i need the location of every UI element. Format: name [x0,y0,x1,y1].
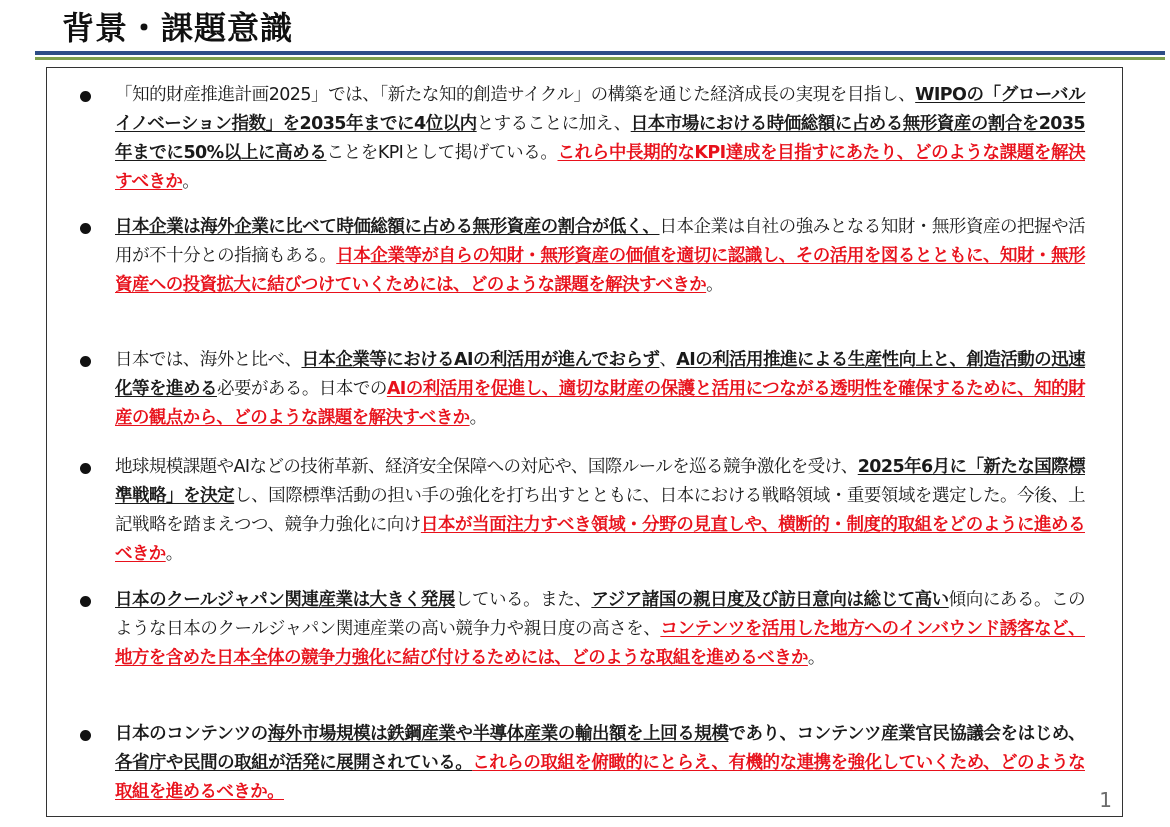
question-text: 日本企業等が自らの知財・無形資産の価値を適切に認識し、その活用を図るとともに、知財・無形資産への投資拡大に結びつけていくためには、どのような課題を解決すべきか [115,246,1085,295]
question-text: 日本が当面注力すべき領域・分野の見直しや、横断的・制度的取組をどのように進めるべきか [115,515,1085,564]
body-text: とすることに加え、 [476,114,631,134]
body-text: 日本企業は自社の強みとなる知財・無形資産の把握や活用が不十分との指摘もある。 [115,217,1086,266]
bullet-text [115,81,1085,197]
body-text: 地球規模課題やAIなどの技術革新、経済安全保障への対応や、国際ルールを巡る競争激化を受け、 [115,457,858,477]
bullet-text [115,453,1085,569]
bullet-text [115,720,1085,807]
bullet-text [115,346,1085,433]
question-text: これらの取組を俯瞰的にとらえ、有機的な連携を強化していくため、どのような取組を進めるべきか。 [115,753,1085,802]
bullet-dot-icon [80,91,91,102]
content-box [46,67,1123,817]
bullet-text [115,586,1085,673]
body-text: 。 [165,544,183,564]
bullet-dot-icon [80,463,91,474]
body-text: している。また、 [454,590,592,610]
question-text: AIの利活用を促進し、適切な財産の保護と活用につながる透明性を確保するために、知的財産の観点から、どのような課題を解決すべきか [115,379,1085,428]
bullet-dot-icon [80,596,91,607]
body-text: 。 [706,275,724,295]
question-text: コンテンツを活用した地方へのインバウンド誘客など、地方を含めた日本全体の競争力強化に結び付けるためには、どのような取組を進めるべきか [115,619,1085,668]
question-text: これら中長期的なKPI達成を目指すにあたり、どのような課題を解決すべきか [115,143,1085,192]
page-title: 背景・課題意識 [62,9,294,47]
body-text: 。 [807,648,825,668]
bullet-dot-icon [80,356,91,367]
emphasis-text: 海外市場規模は鉄鋼産業や半導体産業の輸出額を上回る規模 [267,724,729,744]
body-text: 必要がある。日本での [216,379,387,399]
emphasis-text: 日本企業は海外企業に比べて時価総額に占める無形資産の割合が低く、 [115,217,660,237]
title-rule-navy [35,51,1165,55]
title-rule-green [35,57,1165,60]
emphasis-text: 各省庁や民間の取組が活発に展開されている。 [115,753,473,773]
emphasis-text: 日本のクールジャパン関連産業は大きく発展 [115,590,455,610]
emphasis-text: WIPOの「グローバルイノベーション指数」を2035年までに4位以内 [115,85,1085,134]
emphasis-text: 2025年6月に「新たな国際標準戦略」を決定 [115,457,1085,506]
bullet-text [115,213,1085,300]
emphasis-text: 日本のコンテンツの [115,724,268,744]
emphasis-text: であり、コンテンツ産業官民協議会をはじめ、 [728,724,1085,744]
body-text: し、国際標準活動の担い手の強化を打ち出すとともに、日本における戦略領域・重要領域を選定した。今後、上記戦略を踏まえつつ、競争力強化に向け [115,486,1085,535]
emphasis-text: 日本市場における時価総額に占める無形資産の割合を2035年までに50%以上に高める [115,114,1086,163]
body-text: 傾向にある。このような日本のクールジャパン関連産業の高い競争力や親日度の高さを、 [115,590,1085,639]
emphasis-text: アジア諸国の親日度及び訪日意向は総じて高い [591,590,949,610]
body-text: 「知的財産推進計画2025」では、「新たな知的創造サイクル」の構築を通じた経済成長の実現を目指し、 [115,85,916,105]
emphasis-text: AIの利活用推進による生産性向上と、創造活動の迅速化等を進める [115,350,1085,399]
emphasis-text: 日本企業等におけるAIの利活用が進んでおらず [301,350,660,370]
body-text: 。 [182,172,200,192]
page-number: 1 [1099,788,1112,812]
body-text: 、 [659,350,677,370]
bullet-dot-icon [80,730,91,741]
body-text: 日本では、海外と比べ、 [115,350,302,370]
body-text: 。 [469,408,487,428]
bullet-dot-icon [80,223,91,234]
body-text: ことをKPIとして掲げている。 [326,143,558,163]
